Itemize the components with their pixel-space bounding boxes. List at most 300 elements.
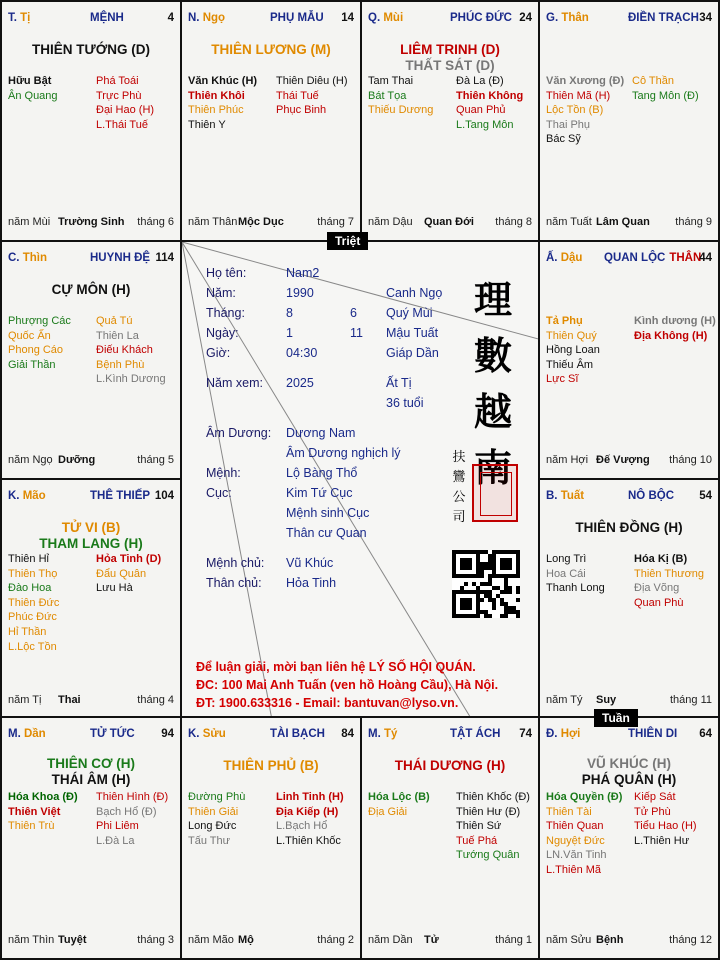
qr-module bbox=[488, 566, 492, 570]
seal-char: 公 bbox=[452, 490, 466, 505]
footer-stage: Tử bbox=[424, 934, 439, 946]
minor-star: Phượng Các bbox=[8, 315, 71, 327]
minor-star: Cô Thần bbox=[632, 75, 674, 87]
palace-name: THÊ THIẾP bbox=[90, 490, 151, 502]
value-thang-am: 6 bbox=[350, 306, 357, 320]
qr-module bbox=[488, 558, 492, 562]
qr-module bbox=[516, 586, 520, 590]
can-label: Q. bbox=[368, 12, 384, 24]
can-chi bbox=[546, 12, 589, 24]
minor-star: Thiên Y bbox=[188, 118, 226, 131]
minor-star: L.Thái Tuế bbox=[96, 118, 148, 131]
right-stars bbox=[96, 552, 161, 596]
minor-star: Thiếu Dương bbox=[368, 104, 434, 117]
right-stars bbox=[96, 314, 166, 387]
qr-module bbox=[504, 586, 508, 590]
qr-module bbox=[516, 598, 520, 602]
minor-star: Bệnh Phù bbox=[96, 358, 145, 371]
qr-module bbox=[500, 602, 504, 606]
palace-header bbox=[8, 490, 174, 506]
palace-number: 114 bbox=[155, 252, 174, 264]
qr-module bbox=[484, 550, 488, 554]
minor-star: Văn Xương (Đ) bbox=[546, 75, 625, 87]
qr-module bbox=[504, 606, 508, 610]
main-star: PHÁ QUÂN (H) bbox=[581, 772, 677, 787]
palace-number: 104 bbox=[154, 490, 174, 502]
palace-name: HUYNH ĐỆ bbox=[90, 252, 151, 264]
qr-module bbox=[480, 570, 484, 574]
label-ho-ten: Họ tên: bbox=[206, 266, 247, 280]
qr-module bbox=[504, 610, 508, 614]
minor-star: Tấu Thư bbox=[188, 834, 231, 847]
left-stars bbox=[8, 314, 71, 372]
left-stars bbox=[368, 74, 433, 118]
minor-star: Hóa Kị (B) bbox=[634, 553, 688, 565]
qr-module bbox=[516, 614, 520, 618]
minor-star: Thiên Sứ bbox=[456, 820, 502, 833]
footer-stage: Quan Đới bbox=[424, 216, 474, 228]
qr-module bbox=[504, 614, 508, 618]
minor-star: Đại Hao (H) bbox=[96, 104, 155, 117]
value-cuc: Kim Tứ Cục bbox=[286, 486, 353, 500]
value-nam-xem: 2025 bbox=[286, 376, 314, 390]
palace-header bbox=[546, 252, 712, 268]
left-stars bbox=[188, 790, 245, 848]
qr-module bbox=[484, 610, 488, 614]
minor-star: Thiên Thương bbox=[634, 567, 705, 580]
minor-star: Thiên Đức bbox=[8, 596, 60, 609]
qr-module bbox=[480, 550, 484, 554]
qr-module bbox=[480, 598, 484, 602]
minor-star: L.Thiên Hư bbox=[634, 834, 690, 847]
qr-module bbox=[460, 558, 472, 570]
palace-number: 84 bbox=[341, 728, 354, 740]
main-star: THIÊN TƯỚNG (D) bbox=[32, 42, 150, 57]
footer-stage: Mộ bbox=[238, 934, 254, 946]
minor-star: Đà La (Đ) bbox=[456, 75, 504, 87]
calligraphy-char: 理 bbox=[473, 277, 512, 322]
main-star: LIÊM TRINH (D) bbox=[400, 42, 500, 57]
left-stars bbox=[8, 74, 58, 103]
footer-year: năm Tý bbox=[546, 694, 583, 706]
palace-header bbox=[188, 728, 354, 744]
qr-module bbox=[504, 590, 508, 594]
minor-star: Thiên Tài bbox=[546, 805, 592, 818]
minor-star: LN.Văn Tinh bbox=[546, 849, 607, 862]
label-thang: Tháng: bbox=[206, 306, 245, 320]
minor-star: Hóa Khoa (Đ) bbox=[8, 791, 78, 803]
value-nam-xem-can: Ất Tị bbox=[386, 376, 412, 390]
palace-header bbox=[188, 12, 354, 28]
palace-name: NÔ BỘC bbox=[628, 490, 674, 502]
seal-char: 司 bbox=[452, 510, 466, 525]
footer-stage: Suy bbox=[596, 694, 617, 706]
qr-module bbox=[484, 590, 488, 594]
can-label: Ấ. bbox=[546, 252, 561, 264]
palace-cell bbox=[538, 0, 720, 242]
main-star: THIÊN CƠ (H) bbox=[46, 756, 135, 771]
minor-star: Quan Phủ bbox=[456, 104, 506, 117]
footer-month: tháng 6 bbox=[137, 216, 174, 228]
right-stars bbox=[276, 74, 348, 118]
palace-footer bbox=[188, 216, 354, 230]
minor-star: Kình dương (H) bbox=[634, 315, 716, 327]
can-chi bbox=[546, 728, 580, 740]
minor-star: Trực Phù bbox=[96, 89, 142, 102]
palace-cell bbox=[360, 0, 540, 242]
palace-number: 44 bbox=[699, 252, 712, 264]
qr-module bbox=[504, 602, 508, 606]
minor-star: Phong Cáo bbox=[8, 344, 64, 357]
footer-month: tháng 4 bbox=[137, 694, 174, 706]
minor-star: Tuế Phá bbox=[456, 834, 498, 847]
label-menh: Mệnh: bbox=[206, 466, 241, 480]
palace-cell bbox=[0, 716, 182, 960]
palace-number: 74 bbox=[519, 728, 532, 740]
palace-name: PHÚC ĐỨC bbox=[450, 12, 512, 24]
can-label: B. bbox=[546, 490, 561, 502]
qr-module bbox=[512, 610, 516, 614]
minor-star: Bát Tọa bbox=[368, 89, 407, 102]
qr-module bbox=[480, 582, 484, 586]
palace-name: PHỤ MẪU bbox=[270, 12, 324, 24]
minor-star: Lộc Tồn (B) bbox=[546, 104, 604, 117]
contact-line-2: ĐC: 100 Mai Anh Tuấn (ven hồ Hoàng Cầu), Hà Nội. bbox=[196, 678, 499, 692]
minor-star: L.Bạch Hổ bbox=[276, 820, 328, 833]
right-stars bbox=[96, 74, 154, 132]
palace-cell bbox=[538, 240, 720, 480]
minor-star: Quả Tú bbox=[96, 315, 133, 327]
contact-line-3: ĐT: 1900.633316 - Email: bantuvan@lyso.vn. bbox=[196, 696, 459, 710]
chi-label: Tuất bbox=[560, 490, 585, 502]
value-gio-can: Giáp Dần bbox=[386, 346, 439, 360]
qr-module bbox=[484, 614, 488, 618]
qr-module bbox=[484, 566, 488, 570]
right-stars bbox=[456, 74, 523, 132]
minor-star: Tang Môn (Đ) bbox=[632, 89, 699, 102]
label-menh-chu: Mệnh chủ: bbox=[206, 556, 265, 570]
seal-char: 扶 bbox=[452, 450, 466, 465]
can-chi bbox=[546, 252, 582, 264]
left-stars bbox=[546, 314, 600, 387]
value-ngay: 1 bbox=[286, 326, 293, 340]
value-cuc-3: Thân cư Quan bbox=[286, 526, 367, 540]
minor-star: Thiên Giải bbox=[188, 805, 239, 818]
minor-star: Hoa Cái bbox=[546, 567, 586, 580]
palace-footer bbox=[8, 934, 174, 948]
qr-module bbox=[508, 590, 512, 594]
can-label: K. bbox=[8, 490, 23, 502]
footer-month: tháng 9 bbox=[675, 216, 712, 228]
palace-number: 34 bbox=[699, 12, 712, 24]
minor-star: Kiếp Sát bbox=[634, 791, 676, 803]
minor-star: Lưu Hà bbox=[96, 582, 133, 595]
minor-star: Bạch Hổ (Đ) bbox=[96, 805, 157, 818]
minor-star: Đẩu Quân bbox=[96, 567, 147, 580]
qr-module bbox=[480, 562, 484, 566]
palace-cell bbox=[180, 716, 362, 960]
calligraphy-char: 越 bbox=[473, 389, 512, 434]
main-star: THÁI DƯƠNG (H) bbox=[394, 758, 506, 773]
minor-star: Thanh Long bbox=[546, 582, 605, 595]
right-stars bbox=[632, 74, 699, 103]
left-stars bbox=[368, 790, 430, 819]
chi-label: Tị bbox=[20, 12, 31, 24]
qr-module bbox=[488, 578, 492, 582]
label-am-duong: Âm Dương: bbox=[206, 426, 272, 440]
value-than-chu: Hỏa Tinh bbox=[286, 576, 337, 590]
minor-star: Thiên Hỉ bbox=[8, 553, 49, 565]
minor-star: L.Kình Dương bbox=[96, 373, 166, 386]
value-nam: 1990 bbox=[286, 286, 314, 300]
qr-module bbox=[492, 606, 496, 610]
minor-star: Long Đức bbox=[188, 820, 237, 833]
minor-star: Hữu Bật bbox=[8, 75, 52, 87]
palace-number: 54 bbox=[699, 490, 712, 502]
minor-star: Hóa Quyền (Đ) bbox=[546, 791, 623, 803]
palace-cell bbox=[0, 0, 182, 242]
footer-month: tháng 2 bbox=[317, 934, 354, 946]
qr-module bbox=[488, 562, 492, 566]
value-tuoi: 36 tuổi bbox=[386, 396, 424, 410]
label-nam: Năm: bbox=[206, 286, 236, 300]
right-stars bbox=[276, 790, 344, 848]
palace-number: 24 bbox=[519, 12, 532, 24]
value-ho-ten: Nam2 bbox=[286, 266, 320, 280]
footer-month: tháng 8 bbox=[495, 216, 532, 228]
qr-module bbox=[508, 610, 512, 614]
qr-module bbox=[480, 574, 484, 578]
qr-module bbox=[508, 586, 512, 590]
can-label: C. bbox=[8, 252, 23, 264]
minor-star: Quan Phù bbox=[634, 596, 684, 609]
footer-stage: Mộc Dục bbox=[238, 216, 284, 228]
minor-star: Hóa Lộc (B) bbox=[368, 791, 430, 803]
minor-star: Thiên Khôi bbox=[188, 89, 245, 102]
qr-module bbox=[496, 586, 500, 590]
qr-module bbox=[504, 582, 508, 586]
palace-number: 64 bbox=[699, 728, 712, 740]
value-ngay-can: Mậu Tuất bbox=[386, 326, 439, 340]
minor-star: Địa Võng bbox=[634, 582, 680, 595]
minor-star: L.Thiên Khốc bbox=[276, 834, 341, 847]
palace-header bbox=[546, 728, 712, 744]
minor-star: Đường Phù bbox=[188, 791, 246, 803]
can-label: T. bbox=[8, 12, 21, 24]
minor-star: Địa Không (H) bbox=[634, 329, 708, 342]
chi-label: Dậu bbox=[560, 252, 583, 264]
right-stars bbox=[634, 314, 716, 343]
qr-module bbox=[500, 598, 504, 602]
can-chi bbox=[8, 12, 30, 24]
qr-module bbox=[504, 578, 508, 582]
can-label: K. bbox=[188, 728, 203, 740]
palace-cell bbox=[0, 478, 182, 720]
minor-star: Hỏa Tinh (D) bbox=[96, 553, 162, 565]
right-stars bbox=[634, 552, 704, 610]
palace-footer bbox=[546, 454, 712, 468]
qr-module bbox=[500, 614, 504, 618]
label-nam-xem: Năm xem: bbox=[206, 376, 263, 390]
calligraphy-char: 南 bbox=[473, 445, 512, 490]
minor-star: Địa Giải bbox=[368, 805, 408, 818]
can-chi bbox=[546, 490, 584, 502]
can-chi bbox=[8, 252, 47, 264]
seal-vertical-text bbox=[450, 448, 468, 528]
main-star: THIÊN LƯƠNG (M) bbox=[211, 42, 331, 57]
palace-number: 14 bbox=[341, 12, 354, 24]
value-gio: 04:30 bbox=[286, 346, 318, 360]
footer-year: năm Sửu bbox=[546, 934, 592, 946]
right-stars bbox=[96, 790, 168, 848]
footer-month: tháng 7 bbox=[317, 216, 354, 228]
minor-star: Điếu Khách bbox=[96, 344, 153, 357]
palace-footer bbox=[8, 694, 174, 708]
minor-star: Phục Binh bbox=[276, 104, 327, 117]
footer-year: năm Ngọ bbox=[8, 454, 53, 466]
chi-label: Hợi bbox=[560, 728, 581, 740]
main-star: THIÊN PHỦ (B) bbox=[223, 758, 319, 773]
minor-star: L.Tang Môn bbox=[456, 118, 514, 131]
minor-star: Thiên Quan bbox=[546, 820, 604, 833]
palace-cell bbox=[0, 240, 182, 480]
right-stars bbox=[456, 790, 530, 863]
minor-star: Thiên La bbox=[96, 329, 139, 342]
value-am-duong: Dương Nam bbox=[286, 426, 356, 440]
footer-stage: Tuyệt bbox=[58, 934, 87, 946]
palace-footer bbox=[368, 934, 532, 948]
minor-star: Thái Tuế bbox=[276, 89, 319, 102]
qr-module bbox=[488, 574, 492, 578]
main-star: TỬ VI (B) bbox=[61, 520, 121, 535]
footer-month: tháng 1 bbox=[495, 934, 532, 946]
main-star: CỰ MÔN (H) bbox=[51, 282, 131, 297]
can-chi bbox=[8, 728, 46, 740]
triet-tag: Triệt bbox=[327, 232, 368, 250]
chi-label: Sửu bbox=[202, 728, 226, 740]
minor-star: Hồng Loan bbox=[546, 344, 600, 357]
footer-month: tháng 3 bbox=[137, 934, 174, 946]
qr-module bbox=[512, 606, 516, 610]
palace-footer bbox=[8, 454, 174, 468]
minor-star: Phi Liêm bbox=[96, 820, 139, 833]
qr-module bbox=[476, 586, 480, 590]
minor-star: L.Thiên Mã bbox=[546, 863, 602, 876]
minor-star: Thiên Không bbox=[456, 89, 524, 102]
value-cuc-2: Mệnh sinh Cục bbox=[286, 506, 370, 520]
can-chi bbox=[368, 728, 397, 740]
qr-module bbox=[480, 566, 484, 570]
qr-module bbox=[488, 598, 492, 602]
value-menh-chu: Vũ Khúc bbox=[286, 556, 334, 570]
value-thang-can: Quý Mùi bbox=[386, 306, 433, 320]
qr-module bbox=[480, 610, 484, 614]
red-seal-stamp bbox=[472, 464, 518, 522]
minor-star: Thiên Trù bbox=[8, 820, 55, 833]
left-stars bbox=[546, 74, 624, 147]
footer-year: năm Thìn bbox=[8, 934, 55, 946]
palace-number: 4 bbox=[167, 12, 174, 24]
footer-year: năm Hợi bbox=[546, 454, 589, 466]
palace-name: ĐIỀN TRẠCH bbox=[628, 12, 699, 24]
minor-star: Thiên Hư (Đ) bbox=[456, 805, 521, 818]
minor-star: Nguyệt Đức bbox=[546, 834, 605, 847]
value-menh: Lộ Bàng Thổ bbox=[286, 466, 358, 480]
palace-footer bbox=[8, 216, 174, 230]
than-marker: THÂN bbox=[669, 252, 702, 264]
qr-module bbox=[500, 590, 504, 594]
footer-year: năm Dậu bbox=[368, 216, 413, 228]
palace-name: THIÊN DI bbox=[628, 728, 678, 740]
minor-star: Giải Thần bbox=[8, 358, 56, 371]
qr-module bbox=[492, 586, 496, 590]
chi-label: Ngọ bbox=[202, 12, 226, 24]
palace-footer bbox=[188, 934, 354, 948]
footer-year: năm Mùi bbox=[8, 216, 51, 228]
minor-star: Ân Quang bbox=[8, 89, 58, 102]
palace-header bbox=[8, 252, 174, 268]
footer-stage: Dưỡng bbox=[58, 454, 96, 466]
qr-module bbox=[492, 598, 496, 602]
minor-star: Tử Phù bbox=[634, 805, 671, 818]
palace-cell bbox=[538, 478, 720, 720]
qr-module bbox=[508, 606, 512, 610]
chi-label: Mùi bbox=[383, 12, 404, 24]
palace-footer bbox=[546, 934, 712, 948]
minor-star: Thai Phụ bbox=[546, 118, 591, 131]
minor-star: L.Đà La bbox=[96, 834, 135, 847]
minor-star: Địa Kiếp (H) bbox=[276, 805, 339, 818]
palace-header bbox=[8, 12, 174, 28]
main-star: THIÊN ĐỒNG (H) bbox=[575, 520, 683, 535]
can-label: N. bbox=[188, 12, 203, 24]
minor-star: Tướng Quân bbox=[456, 849, 520, 862]
qr-module bbox=[492, 602, 496, 606]
can-label: Đ. bbox=[546, 728, 561, 740]
palace-name: TỬ TỨC bbox=[90, 728, 135, 740]
main-star: THAM LANG (H) bbox=[39, 536, 143, 551]
footer-month: tháng 10 bbox=[669, 454, 712, 466]
qr-module bbox=[472, 582, 476, 586]
palace-header bbox=[368, 728, 532, 744]
minor-star: Thiếu Âm bbox=[546, 358, 594, 371]
footer-stage: Đế Vượng bbox=[596, 454, 650, 466]
palace-number: 94 bbox=[161, 728, 174, 740]
qr-module bbox=[516, 610, 520, 614]
qr-module bbox=[488, 594, 492, 598]
can-chi bbox=[8, 490, 46, 502]
palace-cell bbox=[360, 716, 540, 960]
qr-module bbox=[460, 586, 464, 590]
can-label: G. bbox=[546, 12, 562, 24]
qr-module bbox=[480, 590, 484, 594]
footer-year: năm Tuất bbox=[546, 216, 592, 228]
qr-module bbox=[500, 558, 512, 570]
footer-month: tháng 5 bbox=[137, 454, 174, 466]
minor-star: Bác Sỹ bbox=[546, 133, 581, 146]
left-stars bbox=[546, 552, 605, 596]
left-stars bbox=[8, 790, 78, 834]
minor-star: Thiên Mã (H) bbox=[546, 89, 611, 102]
can-label: M. bbox=[8, 728, 24, 740]
qr-module bbox=[460, 598, 472, 610]
chi-label: Dần bbox=[23, 728, 46, 740]
palace-cell bbox=[180, 0, 362, 242]
seal-char: 鸞 bbox=[452, 470, 466, 485]
palace-header bbox=[546, 12, 712, 28]
footer-stage: Lâm Quan bbox=[596, 216, 650, 228]
left-stars bbox=[188, 74, 257, 132]
